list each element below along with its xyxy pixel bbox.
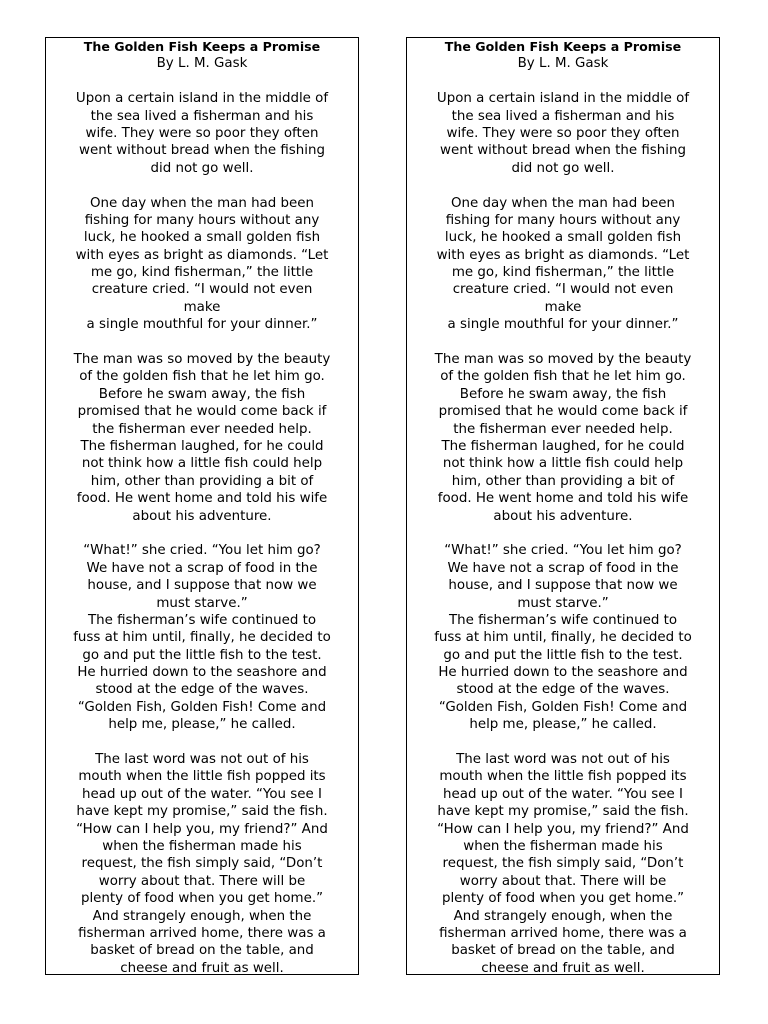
story-line: luck, he hooked a small golden fish	[444, 230, 682, 246]
story-paragraph	[407, 542, 719, 733]
story-paragraph	[407, 195, 719, 334]
story-line: The man was so moved by the beauty	[73, 352, 331, 368]
spacer	[46, 73, 358, 90]
story-line: basket of bread on the table, and	[90, 943, 314, 959]
story-line: promised that he would come back if	[77, 404, 327, 420]
story-line: creature cried. “I would not even	[91, 282, 313, 298]
story-line: “Golden Fish, Golden Fish! Come and	[438, 699, 688, 715]
paragraph-gap	[407, 734, 719, 751]
story-line: the fisherman ever needed help.	[453, 421, 673, 437]
story-line: fishing for many hours without any	[445, 212, 681, 228]
story-line: food. He went home and told his wife	[76, 491, 328, 507]
story-body	[407, 90, 719, 975]
story-line: The last word was not out of his	[95, 752, 309, 768]
paragraph-gap	[46, 734, 358, 751]
story-line: The fisherman laughed, for he could	[80, 438, 324, 454]
story-line: worry about that. There will be	[459, 873, 667, 889]
paragraph-gap	[46, 177, 358, 194]
story-line: of the golden fish that he let him go.	[440, 369, 686, 385]
story-line: “What!” she cried. “You let him go?	[444, 543, 682, 559]
story-line: “What!” she cried. “You let him go?	[83, 543, 321, 559]
story-line: fuss at him until, finally, he decided to	[73, 630, 331, 646]
story-paragraph	[46, 351, 358, 525]
story-line: head up out of the water. “You see I	[443, 786, 683, 802]
story-title: The Golden Fish Keeps a Promise	[83, 39, 321, 54]
story-line: worry about that. There will be	[98, 873, 306, 889]
story-line: have kept my promise,” said the fish.	[76, 804, 328, 820]
story-line: when the fisherman made his	[102, 838, 302, 854]
story-line: with eyes as bright as diamonds. “Let	[75, 247, 329, 263]
story-line: food. He went home and told his wife	[437, 491, 689, 507]
story-line: me go, kind fisherman,” the little	[90, 265, 314, 281]
paragraph-gap	[407, 177, 719, 194]
story-paragraph	[46, 195, 358, 334]
story-line: help me, please,” he called.	[108, 717, 296, 733]
paragraph-gap	[46, 334, 358, 351]
story-line: The fisherman’s wife continued to	[448, 612, 678, 628]
story-line: went without bread when the fishing	[440, 143, 686, 159]
story-line: go and put the little fish to the test.	[82, 647, 322, 663]
story-line: And strangely enough, when the	[92, 908, 312, 924]
story-line: fisherman arrived home, there was a	[439, 925, 687, 941]
story-line: him, other than providing a bit of	[90, 473, 314, 489]
bookmark-left	[45, 37, 359, 975]
story-line: went without bread when the fishing	[79, 143, 325, 159]
story-line: fuss at him until, finally, he decided to	[434, 630, 692, 646]
story-line: must starve.”	[156, 595, 248, 611]
story-line: cheese and fruit as well.	[481, 960, 645, 975]
story-line: “How can I help you, my friend?” And	[437, 821, 689, 837]
story-line: And strangely enough, when the	[453, 908, 673, 924]
story-line: One day when the man had been	[451, 195, 675, 211]
story-line: plenty of food when you get home.”	[441, 891, 685, 907]
story-line: not think how a little fish could help	[81, 456, 323, 472]
story-line: We have not a scrap of food in the	[86, 560, 318, 576]
story-line: help me, please,” he called.	[469, 717, 657, 733]
story-line: He hurried down to the seashore and	[438, 665, 688, 681]
story-line: Before he swam away, the fish	[98, 386, 306, 402]
story-paragraph	[407, 351, 719, 525]
story-line: the sea lived a fisherman and his	[451, 108, 675, 124]
story-line: when the fisherman made his	[463, 838, 663, 854]
story-author: By L. M. Gask	[517, 56, 609, 72]
story-line: luck, he hooked a small golden fish	[83, 230, 321, 246]
story-line: the sea lived a fisherman and his	[90, 108, 314, 124]
story-line: head up out of the water. “You see I	[82, 786, 322, 802]
story-title: The Golden Fish Keeps a Promise	[444, 39, 682, 54]
story-line: The fisherman’s wife continued to	[87, 612, 317, 628]
story-line: stood at the edge of the waves.	[95, 682, 309, 698]
story-line: house, and I suppose that now we	[87, 578, 317, 594]
story-line: stood at the edge of the waves.	[456, 682, 670, 698]
story-paragraph	[46, 542, 358, 733]
story-line: plenty of food when you get home.”	[80, 891, 324, 907]
story-line: Before he swam away, the fish	[459, 386, 667, 402]
story-line: The man was so moved by the beauty	[434, 352, 692, 368]
story-line: about his adventure.	[132, 508, 272, 524]
story-line: request, the fish simply said, “Don’t	[442, 856, 684, 872]
story-line: “How can I help you, my friend?” And	[76, 821, 328, 837]
story-line: wife. They were so poor they often	[85, 125, 319, 141]
story-line: basket of bread on the table, and	[451, 943, 675, 959]
story-line: The last word was not out of his	[456, 752, 670, 768]
story-line: the fisherman ever needed help.	[92, 421, 312, 437]
story-line: fishing for many hours without any	[84, 212, 320, 228]
story-paragraph	[407, 90, 719, 177]
paragraph-gap	[46, 525, 358, 542]
story-line: The fisherman laughed, for he could	[441, 438, 685, 454]
story-line: of the golden fish that he let him go.	[79, 369, 325, 385]
story-line: a single mouthful for your dinner.”	[447, 317, 679, 333]
story-line: creature cried. “I would not even	[452, 282, 674, 298]
spacer	[407, 73, 719, 90]
paragraph-gap	[407, 525, 719, 542]
paragraph-gap	[407, 334, 719, 351]
story-line: Upon a certain island in the middle of	[436, 91, 690, 107]
story-paragraph	[407, 751, 719, 975]
story-line: have kept my promise,” said the fish.	[437, 804, 689, 820]
story-line: cheese and fruit as well.	[120, 960, 284, 975]
story-line: go and put the little fish to the test.	[443, 647, 683, 663]
story-line: house, and I suppose that now we	[448, 578, 678, 594]
story-paragraph	[46, 90, 358, 177]
story-line: him, other than providing a bit of	[451, 473, 675, 489]
story-line: request, the fish simply said, “Don’t	[81, 856, 323, 872]
bookmark-right	[406, 37, 720, 975]
story-line: “Golden Fish, Golden Fish! Come and	[77, 699, 327, 715]
story-line: wife. They were so poor they often	[446, 125, 680, 141]
story-line: One day when the man had been	[90, 195, 314, 211]
story-paragraph	[46, 751, 358, 975]
story-line: fisherman arrived home, there was a	[78, 925, 326, 941]
story-line: not think how a little fish could help	[442, 456, 684, 472]
story-line: did not go well.	[150, 160, 254, 176]
story-line: must starve.”	[517, 595, 609, 611]
story-line: about his adventure.	[493, 508, 633, 524]
story-line: me go, kind fisherman,” the little	[451, 265, 675, 281]
story-line: mouth when the little fish popped its	[78, 769, 326, 785]
story-line: did not go well.	[511, 160, 615, 176]
story-line: make	[183, 299, 221, 315]
story-line: We have not a scrap of food in the	[447, 560, 679, 576]
story-line: Upon a certain island in the middle of	[75, 91, 329, 107]
story-line: mouth when the little fish popped its	[439, 769, 687, 785]
story-line: a single mouthful for your dinner.”	[86, 317, 318, 333]
story-line: He hurried down to the seashore and	[77, 665, 327, 681]
story-line: promised that he would come back if	[438, 404, 688, 420]
story-body	[46, 90, 358, 975]
story-author: By L. M. Gask	[156, 56, 248, 72]
story-line: make	[544, 299, 582, 315]
story-line: with eyes as bright as diamonds. “Let	[436, 247, 690, 263]
